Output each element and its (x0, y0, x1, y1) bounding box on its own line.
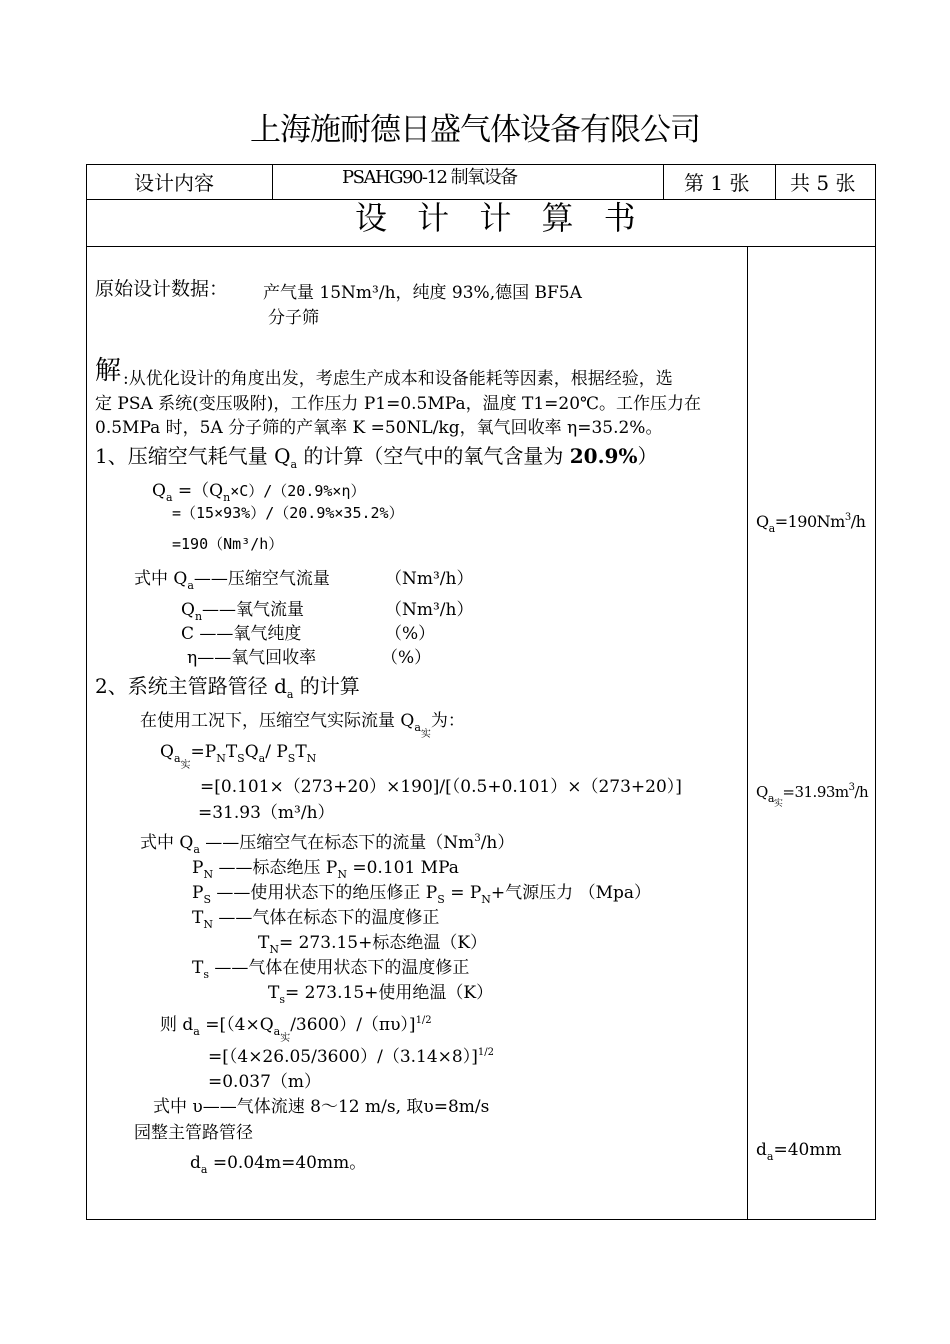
original-data-label: 原始设计数据： (95, 278, 229, 300)
title-divider (86, 246, 876, 247)
result-qa-real: $Q_{a实}=31.93m^3/h$ (756, 782, 869, 809)
formula-qa-step: =（15×93%）/（20.9%×35.2%） (172, 504, 404, 522)
velocity-note: 式中 υ——气体流速 8～12 m/s, 取υ=8m/s (153, 1097, 490, 1117)
design-content-label: 设计内容 (134, 171, 214, 195)
formula-da-step: $=[(4\times 26.05/3600)/(3.14\times 8)]^{1/2}$ (208, 1047, 494, 1067)
formula-qa-real-step: =[0.101×（273+20）×190]/[（0.5+0.101）×（273+20）] (200, 777, 682, 797)
company-name: 上海施耐德日盛气体设备有限公司 (250, 112, 700, 148)
section1-heading: 1、压缩空气耗气量 $Q_a$ 的计算（空气中的氧气含量为 20.9%） (95, 444, 658, 471)
def-qa: 式中 $Q_a——$压缩空气流量 (134, 569, 330, 592)
def-qa-unit: （Nm³/h） (385, 569, 474, 589)
def-eta-unit: （%） (381, 648, 432, 668)
def-ps: $P_S$ ——使用状态下的绝压修正 $P_S = P_N+$气源压力 （Mpa） (192, 883, 651, 906)
def-c-unit: （%） (385, 624, 436, 644)
solution-line2: 定 PSA 系统(变压吸附)，工作压力 P1=0.5MPa，温度 T1=20℃。工作压力在 (95, 394, 702, 414)
results-column-divider (747, 246, 748, 1220)
solution-mark: 解 (95, 356, 122, 386)
def-tn: $T_N$ ——气体在标态下的温度修正 (192, 908, 440, 931)
project-name: PSAHG90-12 制氧设备 (342, 167, 517, 188)
def-tn-formula: $T_N= 273.15+$标态绝温（K） (258, 933, 488, 956)
formula-qa-real: $Q_{a实}=P_NT_SQ_a/$ $P_ST_N$ (160, 742, 317, 771)
def-eta: η——氧气回收率 (187, 648, 317, 668)
sheet-total: 共 5 张 (790, 171, 856, 195)
col-divider-2 (663, 164, 664, 199)
formula-da: 则 $d_a =[(4\times Q_{a实}/3600)/(\pi\upsilon)]^{1/2}$ (160, 1015, 432, 1044)
original-data-line2: 分子筛 (268, 308, 319, 328)
def-c: C ——氧气纯度 (181, 624, 302, 644)
section2-heading: 2、系统主管路管径 $d_a$ 的计算 (95, 674, 360, 701)
formula-da-result: =0.037（m） (208, 1072, 322, 1092)
formula-qa-real-result: =31.93（m³/h） (198, 803, 335, 823)
solution-line3: 0.5MPa 时，5A 分子筛的产氧率 K =50NL/kg，氧气回收率 η=35.2%。 (95, 418, 663, 438)
solution-line1: :从优化设计的角度出发，考虑生产成本和设备能耗等因素，根据经验，选 (123, 369, 673, 389)
sheet-number: 第 1 张 (684, 171, 750, 195)
def-ts: $T_s$ ——气体在使用状态下的温度修正 (192, 958, 470, 981)
col-divider-1 (272, 164, 273, 199)
formula-qa: $Q_a =(Q_n\times C)/(20.9\%\times\eta)$ (152, 481, 366, 504)
formula-qa-result: =190（Nm³/h） (172, 535, 284, 553)
def-ts-formula: $T_s= 273.15+$使用绝温（K） (268, 983, 494, 1006)
section2-intro: 在使用工况下，压缩空气实际流量 $Q_{a实}$为： (140, 711, 465, 740)
col-divider-3 (775, 164, 776, 199)
final-da: $d_a =0.04m=40mm$。 (190, 1153, 367, 1176)
result-qa: $Q_a=190Nm^3/h$ (756, 512, 866, 535)
def-qa-std: 式中 $Q_a$ ——压缩空气在标态下的流量（Nm$^3$/h） (140, 833, 515, 856)
original-data-line1: 产气量 15Nm³/h，纯度 93%,德国 BF5A (263, 283, 582, 303)
def-pn: $P_N$ ——标态绝压 $P_N =0.101$ MPa (192, 858, 459, 881)
document-title: 设 计 计 算 书 (355, 199, 646, 237)
def-qn: $Q_n——$氧气流量 (181, 600, 305, 623)
round-label: 园整主管路管径 (134, 1123, 253, 1143)
def-qn-unit: （Nm³/h） (385, 600, 474, 620)
result-da: $d_a=40mm$ (756, 1140, 842, 1163)
